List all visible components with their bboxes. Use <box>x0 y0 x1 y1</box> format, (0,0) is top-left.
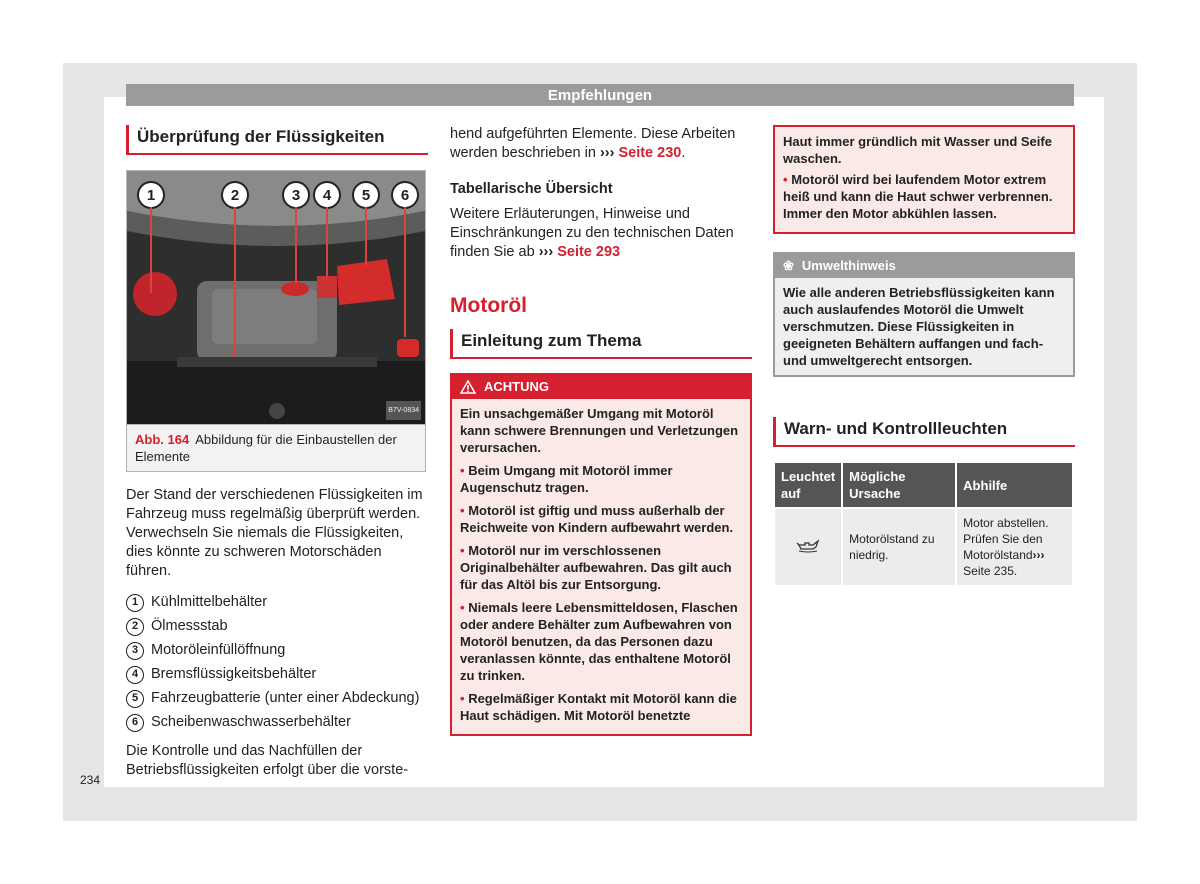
list-item-label: Kühlmittelbehälter <box>151 594 268 610</box>
callout-line-2 <box>234 207 236 357</box>
page-link-235[interactable]: Seite 235. <box>963 564 1018 578</box>
warning-bullet-text: Motoröl ist giftig und muss außerhalb der Reichweite von Kindern aufbewahrt werden. <box>460 503 734 535</box>
outro-paragraph: Die Kontrolle und das Nachfüllen der Betriebsflüssigkeiten erfolgt über die vorste- <box>126 743 409 778</box>
table-cell-cause: Motorölstand zu niedrig. <box>843 509 955 585</box>
column-middle <box>450 125 752 736</box>
number-badge: 1 <box>126 594 144 612</box>
warning-bullet <box>460 542 742 593</box>
warning-triangle-icon <box>460 380 476 394</box>
warning-box-continued <box>773 125 1075 234</box>
warning-bullet <box>460 462 742 496</box>
bullet-icon: • <box>460 600 465 615</box>
continued-text: hend aufgeführten Elemente. Diese Arbeiten werden beschrieben in <box>450 126 736 161</box>
list-item-label: Motoröleinfüllöffnung <box>151 642 286 658</box>
list-item <box>126 689 428 708</box>
caption-text: Abbildung für die Einbaustellen der Elemente <box>135 432 397 464</box>
page-link-230[interactable]: Seite 230 <box>618 145 682 161</box>
callout-1: 1 <box>137 181 165 209</box>
table-overview-paragraph <box>450 205 752 262</box>
warning-bullet-text: Niemals leere Lebensmitteldosen, Flaschen oder andere Behälter zum Aufbewahren von Motoröl benutzen, da das Personen dazu veranlassen könnte, das enthaltene Motoröl zu trinken. <box>460 600 738 683</box>
table-overview-heading: Tabellarische Übersicht <box>450 181 613 197</box>
callout-3: 3 <box>282 181 310 209</box>
list-item-label: Fahrzeugbatterie (unter einer Abdeckung) <box>151 690 420 706</box>
link-arrow-icon: ››› <box>1032 548 1045 562</box>
link-arrow-icon: ››› <box>599 145 615 161</box>
warning-box <box>450 373 752 736</box>
environment-box <box>773 252 1075 377</box>
page-link-293[interactable]: Seite 293 <box>557 244 621 260</box>
caption-label: Abb. 164 <box>135 432 190 447</box>
engine-illustration <box>127 171 425 424</box>
warning-lead: Ein unsachgemäßer Umgang mit Motoröl kann schwere Brennungen und Verletzungen verursachen. <box>460 406 739 455</box>
bullet-icon: • <box>460 503 465 518</box>
list-item <box>126 713 428 732</box>
environment-body: Wie alle anderen Betriebsflüssigkeiten kann auch auslaufendes Motoröl die Umwelt verschmutzen. Diese Flüssigkeiten in geeigneten Behältern auffangen und fach- und umweltgerecht entsorgen. <box>783 285 1055 368</box>
table-header-row <box>775 463 1072 507</box>
bullet-icon: • <box>783 172 788 187</box>
warning-cont-line: Haut immer gründlich mit Wasser und Seife waschen. <box>783 134 1052 166</box>
number-badge: 3 <box>126 642 144 660</box>
section-title: Überprüfung der Flüssigkeiten <box>126 125 428 155</box>
list-item <box>126 641 428 660</box>
table-cell-remedy <box>957 509 1072 585</box>
table-cell-icon <box>775 509 841 585</box>
column-right <box>773 125 1075 587</box>
list-item <box>126 617 428 636</box>
page-header: Empfehlungen <box>126 84 1074 106</box>
callout-4: 4 <box>313 181 341 209</box>
bullet-icon: • <box>460 691 465 706</box>
image-code: B7V-0834 <box>386 401 421 420</box>
engine-image <box>127 171 425 424</box>
number-badge: 5 <box>126 690 144 708</box>
warning-bullet-text: Beim Umgang mit Motoröl immer Augenschutz tragen. <box>460 463 673 495</box>
bullet-icon: • <box>460 463 465 478</box>
lamps-section-title: Warn- und Kontrollleuchten <box>773 417 1075 447</box>
callout-2: 2 <box>221 181 249 209</box>
warning-bullet-text: Motoröl wird bei laufendem Motor extrem heiß und kann die Haut schwer verbrennen. Immer den Motor abkühlen lassen. <box>783 172 1053 221</box>
table-header-cell: Abhilfe <box>957 463 1072 507</box>
bullet-icon: • <box>460 543 465 558</box>
callout-5: 5 <box>352 181 380 209</box>
remedy-text: Motor abstellen. Prüfen Sie den Motorölstand <box>963 516 1049 562</box>
table-header-cell: Leuchtet auf <box>775 463 841 507</box>
warning-body <box>452 399 750 734</box>
page-number: 234 <box>80 773 101 787</box>
lamps-table <box>773 461 1074 587</box>
list-item-label: Bremsflüssigkeitsbehälter <box>151 666 317 682</box>
callout-line-5 <box>365 207 367 265</box>
warning-bullet-text: Regelmäßiger Kontakt mit Motoröl kann die Haut schädigen. Mit Motoröl benetzte <box>460 691 737 723</box>
continued-paragraph: hend aufgeführten Elemente. Diese Arbeiten werden beschrieben in ››› Seite 230. <box>450 126 736 161</box>
table-header-cell: Mögliche Ursache <box>843 463 955 507</box>
list-item-label: Scheibenwaschwasserbehälter <box>151 714 351 730</box>
number-badge: 4 <box>126 666 144 684</box>
warning-title: ACHTUNG <box>484 379 549 394</box>
link-arrow-icon: ››› <box>538 244 554 260</box>
oil-can-icon <box>796 537 820 553</box>
list-item-label: Ölmessstab <box>151 618 228 634</box>
callout-line-1 <box>150 207 152 293</box>
number-badge: 2 <box>126 618 144 636</box>
intro-section-title: Einleitung zum Thema <box>450 329 752 359</box>
warning-bullet <box>460 690 742 724</box>
environment-title: Umwelthinweis <box>801 258 896 273</box>
table-row <box>775 509 1072 585</box>
list-item <box>126 665 428 684</box>
list-item <box>126 593 428 612</box>
number-badge: 6 <box>126 714 144 732</box>
motor-oil-title: Motoröl <box>450 294 527 317</box>
warning-bullet <box>460 502 742 536</box>
callout-6: 6 <box>391 181 419 209</box>
warning-bullet <box>783 171 1065 222</box>
environment-header <box>775 254 1073 278</box>
table-overview-text: Weitere Erläuterungen, Hinweise und Einschränkungen zu den technischen Daten finden Sie ab <box>450 206 734 260</box>
component-list <box>126 593 428 732</box>
figure-caption <box>127 424 425 471</box>
warning-bullet <box>460 599 742 684</box>
column-left <box>126 125 428 780</box>
callout-line-3 <box>295 207 297 283</box>
intro-paragraph: Der Stand der verschiedenen Flüssigkeiten im Fahrzeug muss regelmäßig überprüft werden. Verwechseln Sie niemals die Flüssigkeiten, dies könnte zu schweren Motorschäden führen. <box>126 487 423 579</box>
engine-figure <box>126 170 426 472</box>
warning-bullet-text: Motoröl nur im verschlossenen Originalbehälter aufbewahren. Das gilt auch für das Altöl bis zur Entsorgung. <box>460 543 732 592</box>
callout-line-4 <box>326 207 328 277</box>
callout-line-6 <box>404 207 406 337</box>
flower-icon: ❀ <box>783 258 794 273</box>
warning-header <box>452 375 750 399</box>
